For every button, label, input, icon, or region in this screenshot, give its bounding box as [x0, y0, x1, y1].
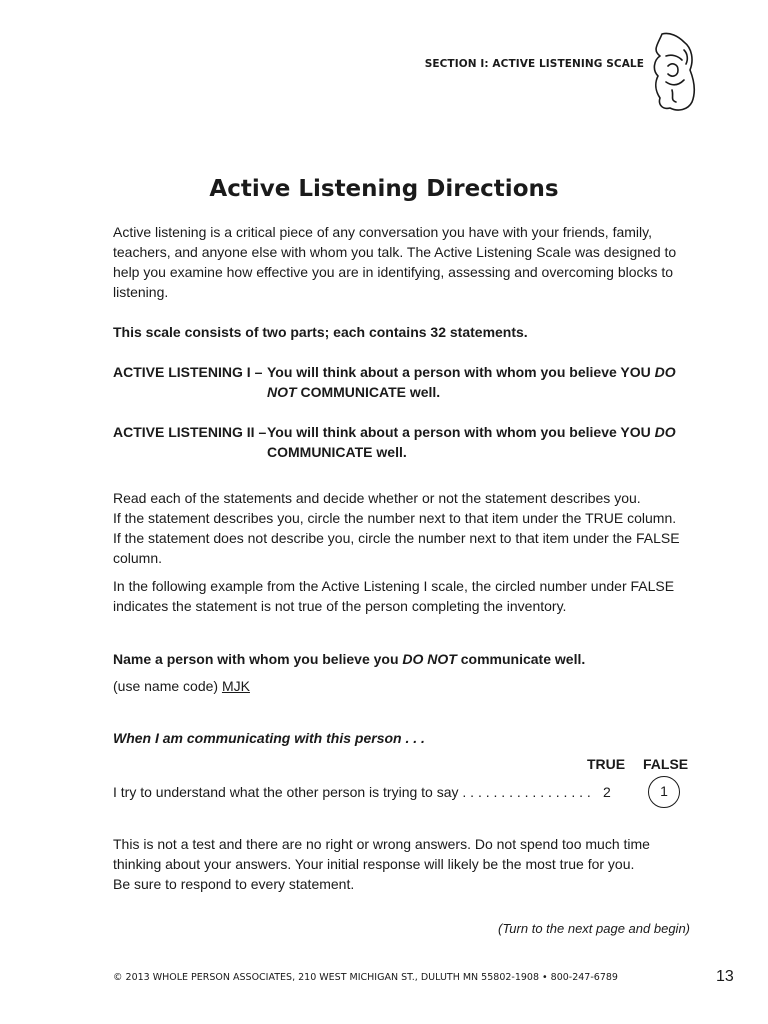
- section-label: SECTION I: ACTIVE LISTENING SCALE: [424, 58, 644, 70]
- example-true-value: 2: [603, 784, 611, 800]
- instructions: [113, 488, 683, 568]
- example-intro: In the following example from the Active Listening I scale, the circled number under FALSE indicates the statement is not true of the person completing the inventory.: [113, 578, 675, 614]
- name-prompt: Name a person with whom you believe you DO NOT communicate well.: [113, 651, 586, 667]
- name-code-value: MJK: [221, 678, 250, 694]
- intro-paragraph: Active listening is a critical piece of any conversation you have with your friends, family, teachers, and anyone else with whom you talk. The Active Listening Scale was designed to help you examine how effective you are in identifying, assessing and overcoming blocks to listening.: [113, 224, 677, 300]
- turn-page-note: (Turn to the next page and begin): [498, 921, 690, 936]
- hand-drawn-face-icon: [648, 30, 698, 114]
- closing-line: This is not a test and there are no right or wrong answers. Do not spend too much time thinking about your answers. Your initial response will likely be the most true for you.: [113, 836, 650, 872]
- closing-paragraph: [113, 834, 683, 894]
- page-title: Active Listening Directions: [209, 176, 559, 202]
- example-false-circled-value: 1: [648, 776, 680, 808]
- instruction-line: If the statement describes you, circle the number next to that item under the TRUE column.: [113, 510, 677, 526]
- instruction-line: If the statement does not describe you, circle the number next to that item under the FALSE column.: [113, 530, 680, 566]
- part-one-label: ACTIVE LISTENING I –: [113, 364, 263, 380]
- false-column-header: FALSE: [643, 756, 689, 772]
- part-two-label: ACTIVE LISTENING II –: [113, 424, 267, 440]
- name-code: (use name code) MJK: [113, 678, 250, 694]
- part-two-description: You will think about a person with whom you believe YOU DO COMMUNICATE well.: [267, 424, 676, 460]
- page-number: 13: [716, 968, 734, 985]
- part-one-description: You will think about a person with whom you believe YOU DO NOT COMMUNICATE well.: [267, 364, 676, 400]
- scale-note: This scale consists of two parts; each contains 32 statements.: [113, 324, 528, 340]
- closing-line: Be sure to respond to every statement.: [113, 876, 355, 892]
- example-heading: When I am communicating with this person . . .: [113, 730, 425, 746]
- instruction-line: Read each of the statements and decide whether or not the statement describes you.: [113, 490, 641, 506]
- true-column-header: TRUE: [587, 756, 626, 772]
- footer-copyright: © 2013 WHOLE PERSON ASSOCIATES, 210 WEST MICHIGAN ST., DULUTH MN 55802-1908 • 800-247-6789: [113, 972, 618, 983]
- example-statement: I try to understand what the other person is trying to say . . . . . . . . . . . . . . . . .: [113, 784, 591, 800]
